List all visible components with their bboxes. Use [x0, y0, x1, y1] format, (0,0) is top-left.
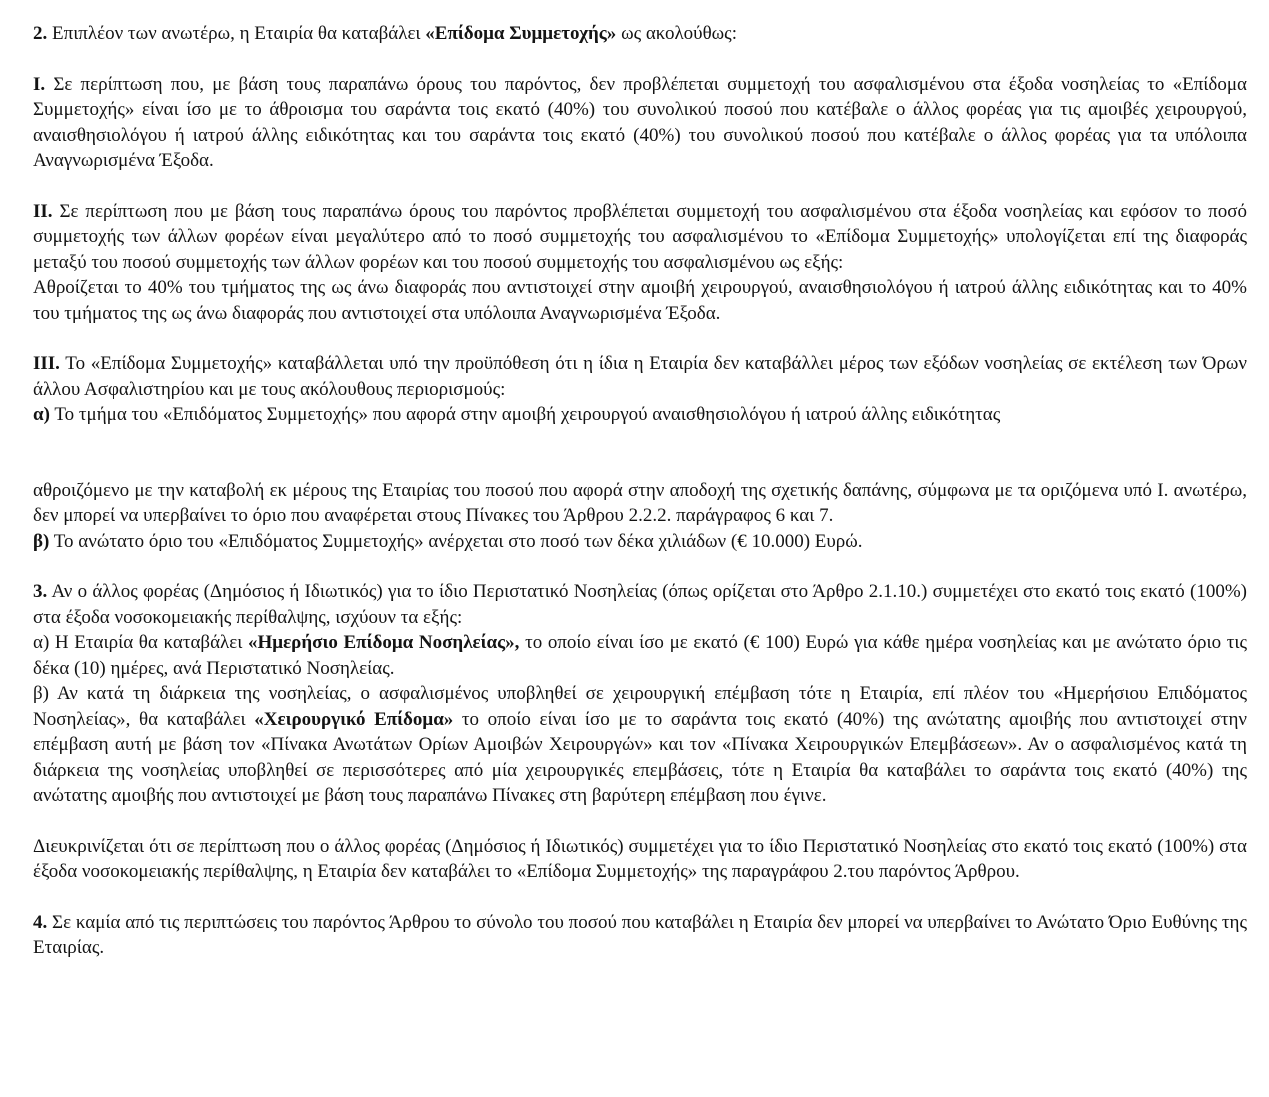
section-3-b: β) Αν κατά τη διάρκεια της νοσηλείας, ο ασφαλισμένος υποβληθεί σε χειρουργική επέμβαση τότε η Εταιρία, επί πλέον του «Ημερήσιου Επιδόματος Νοσηλείας», θα καταβάλει «Χειρουργικό Επίδομα» το οποίο είναι ίσο με το σαράντα τοις εκατό (40%) της ανώτατης αμοιβής που αντιστοιχεί στην επέμβαση αυτή με βάση τον «Πίνακα Ανωτάτων Ορίων Αμοιβών Χειρουργών» και τον «Πίνακα Χειρουργικών Επεμβάσεων». Αν ο ασφαλισμένος κατά τη διάρκεια της νοσηλείας υποβληθεί σε περισσότερες από μία χειρουργικές επεμβάσεις, τότε η Εταιρία θα καταβάλει το σαράντα τοις εκατό (40%) της ανώτατης αμοιβής που αντιστοιχεί με βάση τους παραπάνω Πίνακες στη βαρύτερη επέμβαση που έγινε. — [33, 683, 1247, 806]
paragraph-iii-b: β) Το ανώτατο όριο του «Επιδόματος Συμμετοχής» ανέρχεται στο ποσό των δέκα χιλιάδων (€ 10.000) Ευρώ. — [33, 530, 863, 552]
paragraph-i-number: Ι. — [33, 73, 46, 95]
paragraph-iii-a: α) Το τμήμα του «Επιδόματος Συμμετοχής» που αφορά στην αμοιβή χειρουργού αναισθησιολόγου ή ιατρού άλλης ειδικότητας — [33, 404, 1001, 425]
paragraph-ii-continued: Αθροίζεται το 40% του τμήματος της ως άνω διαφοράς που αντιστοιχεί στην αμοιβή χειρουργού, αναισθησιολόγου ή ιατρού άλλης ειδικότητας και το 40% του τμήματος της ως άνω διαφοράς που αντιστοιχεί στα υπόλοιπα Αναγνωρισμένα Έξοδα. — [33, 277, 1247, 324]
section-4: 4. Σε καμία από τις περιπτώσεις του παρόντος Άρθρου το σύνολο του ποσού που καταβάλει η Εταιρία δεν μπορεί να υπερβαίνει το Ανώτατο Όριο Ευθύνης της Εταιρίας. — [33, 911, 1247, 958]
section-2-term: «Επίδομα Συμμετοχής» — [425, 23, 617, 44]
section-3-number: 3. — [33, 581, 48, 602]
paragraph-iii-b-label: β) — [33, 530, 50, 552]
section-3-clarification: Διευκρινίζεται ότι σε περίπτωση που ο άλλος φορέας (Δημόσιος ή Ιδιωτικός) συμμετέχει για το ίδιο Περιστατικό Νοσηλείας στο εκατό τοις εκατό (100%) στα έξοδα νοσοκομειακής περίθαλψης, η Εταιρία δεν καταβάλει το «Επίδομα Συμμετοχής» της παραγράφου 2.του παρόντος Άρθρου. — [33, 835, 1247, 882]
paragraph-i: Ι. Σε περίπτωση που, με βάση τους παραπάνω όρους του παρόντος, δεν προβλέπεται συμμετοχή του ασφαλισμένου στα έξοδα νοσηλείας το «Επίδομα Συμμετοχής» είναι ίσο με το άθροισμα του σαράντα τοις εκατό (40%) του συνολικού ποσού που κατέβαλε ο άλλος φορέας για τις αμοιβές χειρουργού, αναισθησιολόγου ή ιατρού άλλης ειδικότητας και του σαράντα τοις εκατό (40%) του συνολικού ποσού που κατέβαλε ο άλλος φορέας για τα υπόλοιπα Αναγνωρισμένα Έξοδα. — [33, 73, 1247, 171]
paragraph-ii: ΙΙ. Σε περίπτωση που με βάση τους παραπάνω όρους του παρόντος προβλέπεται συμμετοχή του ασφαλισμένου στα έξοδα νοσηλείας και εφόσον το ποσό συμμετοχής των άλλων φορέων είναι μεγαλύτερο από το ποσό συμμετοχής του ασφαλισμένου το «Επίδομα Συμμετοχής» υπολογίζεται επί της διαφοράς μεταξύ του ποσού συμμετοχής των άλλων φορέων και του ποσού συμμετοχής του ασφαλισμένου ως εξής: — [33, 200, 1247, 273]
section-4-number: 4. — [33, 911, 48, 933]
section-2-number: 2. — [33, 23, 48, 44]
section-3-a: α) Η Εταιρία θα καταβάλει «Ημερήσιο Επίδομα Νοσηλείας», το οποίο είναι ίσο με εκατό (€ 100) Ευρώ για κάθε ημέρα νοσηλείας και με ανώτατο όριο τις δέκα (10) ημέρες, ανά Περιστατικό Νοσηλείας. — [33, 632, 1247, 679]
section-2-intro: 2. Επιπλέον των ανωτέρω, η Εταιρία θα καταβάλει «Επίδομα Συμμετοχής» ως ακολούθως: — [33, 23, 737, 44]
section-3-a-term: «Ημερήσιο Επίδομα Νοσηλείας», — [248, 632, 520, 653]
paragraph-iii: ΙΙΙ. Το «Επίδομα Συμμετοχής» καταβάλλεται υπό την προϋπόθεση ότι η ίδια η Εταιρία δεν καταβάλλει μέρος των εξόδων νοσηλείας σε εκτέλεση των Όρων άλλου Ασφαλιστηρίου και με τους ακόλουθους περιορισμούς: — [33, 353, 1247, 400]
paragraph-iii-a-continued: αθροιζόμενο με την καταβολή εκ μέρους της Εταιρίας του ποσού που αφορά στην αποδοχή της σχετικής δαπάνης, σύμφωνα με τα οριζόμενα υπό Ι. ανωτέρω, δεν μπορεί να υπερβαίνει το όριο που αναφέρεται στους Πίνακες του Άρθρου 2.2.2. παράγραφος 6 και 7. — [33, 479, 1247, 526]
paragraph-ii-number: ΙΙ. — [33, 200, 53, 222]
section-3-intro: 3. Αν ο άλλος φορέας (Δημόσιος ή Ιδιωτικός) για το ίδιο Περιστατικό Νοσηλείας (όπως ορίζεται στο Άρθρο 2.1.10.) συμμετέχει στο εκατό τοις εκατό (100%) στα έξοδα νοσοκομειακής περίθαλψης, ισχύουν τα εξής: — [33, 581, 1247, 628]
paragraph-iii-a-label: α) — [33, 404, 50, 425]
section-3-b-term: «Χειρουργικό Επίδομα» — [254, 708, 454, 730]
paragraph-iii-number: ΙΙΙ. — [33, 353, 60, 374]
